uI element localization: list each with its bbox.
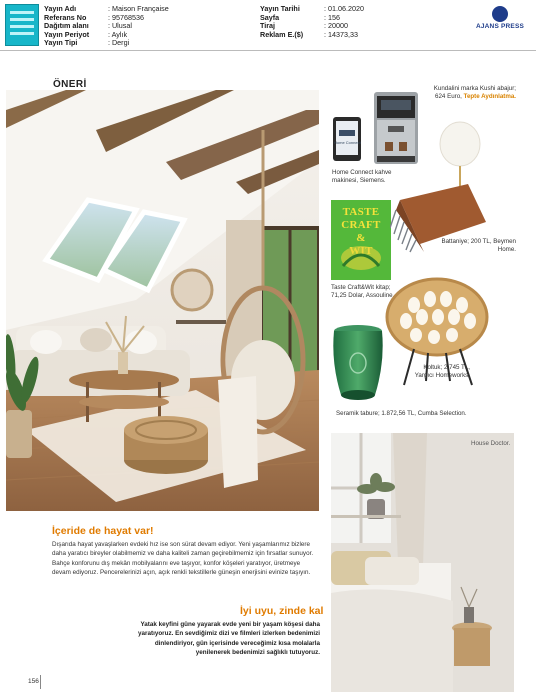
agency-mark-icon <box>492 6 508 22</box>
chair-caption: Koltuk; 2.745 TL, Yargıcı Homeworks. <box>414 364 470 379</box>
meta-value: : Ulusal <box>108 21 132 31</box>
meta-key: Reklam E.($) <box>260 29 304 39</box>
publication-meta-right <box>260 5 364 39</box>
meta-key: Sayfa <box>260 12 280 22</box>
meta-value: : 01.06.2020 <box>324 4 364 13</box>
tablet-label: Home Connect <box>334 140 361 145</box>
kushi-caption <box>428 85 516 100</box>
blanket-caption: Battaniye; 200 TL, Beymen Home. <box>441 238 516 253</box>
agency-logo <box>472 6 528 30</box>
meta-row <box>260 31 364 40</box>
folio-divider <box>40 675 41 689</box>
article-paragraph-1: Dışarıda hayat yavaşlarken evdeki hız ise son sürat devam ediyor. Yeni yaşamlarımız bizlere daha yaratıcı bireyler olabilmemiz ve daha kaliteli zaman geçirebilmemiz için fırsatlar sunuyor. Bahçe konforunu dış mekân mobilyalarını eve taşıyor, konfor köşeleri yaratıyor, üretmeye devam ediyoruz. Pencerelerinizi açın, açık renkli tekstillerle güneşin enerjisini evinize taşıyın. <box>52 541 314 576</box>
book-title-line3: & <box>356 232 366 244</box>
ceramic-stool-image <box>331 323 385 403</box>
meta-value: : 14373,33 <box>324 29 358 39</box>
meta-key: Yayın Periyot <box>44 29 90 39</box>
clipping-header <box>0 0 536 50</box>
meta-value: : 156 <box>324 12 340 22</box>
kushi-source: Tepte Aydınlatma. <box>463 92 516 100</box>
meta-key: Dağıtım alanı <box>44 21 89 31</box>
kushi-caption-text: Kundalini marka Kushi abajur; 624 Euro, <box>433 85 516 100</box>
meta-key: Referans No <box>44 12 87 22</box>
photo-credit: House Doctor. <box>471 440 511 447</box>
stool-caption: Seramik tabure; 1.872,56 TL, Cumba Selection. <box>336 410 467 417</box>
agency-name: AJANS PRESS <box>475 23 525 30</box>
publication-meta-left <box>44 5 169 48</box>
meta-row <box>44 39 169 48</box>
meta-value: : 95768536 <box>108 12 144 22</box>
meta-key: Yayın Adı <box>44 4 77 13</box>
meta-key: Yayın Tipi <box>44 38 78 48</box>
clipping-logo-icon <box>5 4 39 46</box>
meta-value: : Dergi <box>108 38 130 48</box>
book-image <box>331 200 391 280</box>
article-heading-1: İçeride de hayat var! <box>52 525 154 537</box>
coffee-machine-image <box>368 90 423 166</box>
book-title-line1: TASTE <box>342 206 380 218</box>
header-divider <box>0 50 536 51</box>
meta-value: : Aylık <box>108 29 128 39</box>
meta-value: : 20000 <box>324 21 348 31</box>
article-paragraph-2: Yatak keyfini güne yayarak evde yeni bir yaşam köşesi daha yaratıyoruz. En sevdiğimiz dizi ve filmleri izlerken bedenimizi dinlendiriyor, gün içerisinde vereceğimiz kısa molalarla yenilenerek bedenimizi sağlıklı tutuyoruz. <box>138 621 320 656</box>
coffee-caption: Home Connect kahve makinesi, Siemens. <box>332 169 392 184</box>
book-caption: Taste Craft&Wit kitap; 71,25 Dolar, Assouline. <box>331 284 395 299</box>
page-number: 156 <box>28 678 39 685</box>
living-room-photo <box>6 90 319 511</box>
meta-value: : Maison Française <box>108 4 169 13</box>
article-heading-2: İyi uyu, zinde kal <box>240 605 324 617</box>
meta-key: Yayın Tarihi <box>260 4 300 13</box>
section-title: ÖNERİ <box>53 79 87 90</box>
meta-key: Tiraj <box>260 21 276 31</box>
bedroom-photo <box>331 433 514 692</box>
book-title-line2: CRAFT <box>341 219 381 231</box>
meta-row <box>260 14 364 23</box>
